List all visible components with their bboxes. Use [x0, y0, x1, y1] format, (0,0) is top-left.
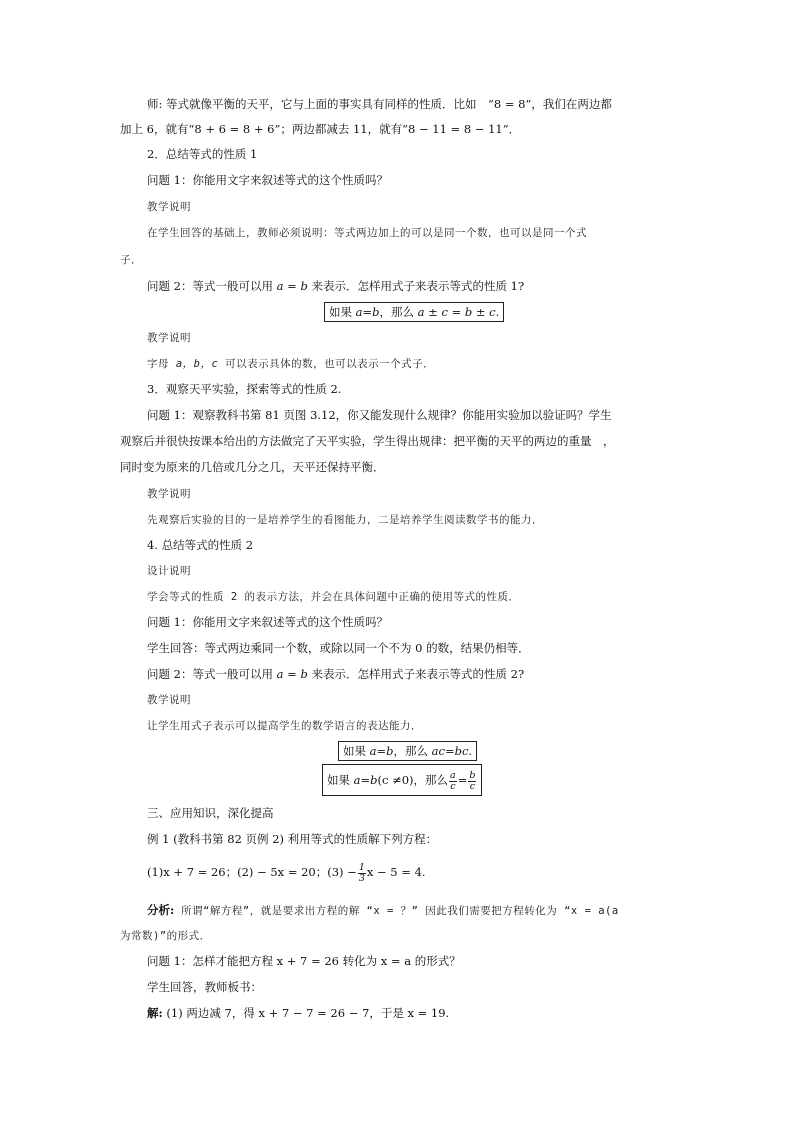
- question-convert: 问题 1：怎样才能把方程 x + 7 = 26 转化为 x = a 的形式？: [147, 954, 461, 968]
- example-1-prompt: 例 1 (教科书第 82 页例 2) 利用等式的性质解下列方程：: [147, 832, 438, 846]
- equations-text: (1)x + 7 = 26；(2) − 5x = 20；(3) −: [147, 865, 357, 879]
- heading-property-1: 2．总结等式的性质 1: [147, 147, 258, 161]
- question-2-tail: 来表示．怎样用式子来表示等式的性质 1?: [307, 279, 525, 293]
- fraction-numerator: 1: [358, 861, 365, 873]
- design-note-title: 设计说明: [147, 565, 191, 577]
- teaching-note-line-1: 在学生回答的基础上，教师必须说明：等式两边加上的可以是同一个数，也可以是同一个式: [147, 227, 587, 239]
- formula-text: ，那么: [413, 773, 449, 787]
- experiment-paragraph-line-1: 问题 1：观察教科书第 81 页图 3.12，你又能发现什么规律？你能用实验加以验证吗？学生: [147, 408, 612, 422]
- formula-text: 如果: [327, 773, 354, 787]
- analysis-label: 分析:: [147, 903, 175, 917]
- experiment-paragraph-line-2: 观察后并很快按课本给出的方法做完了天平实验，学生得出规律：把平衡的天平的两边的重量 ，: [120, 434, 615, 448]
- fraction-denominator: c: [450, 780, 456, 792]
- equals-sign: =: [457, 773, 468, 787]
- equation-a-equals-b: a = b: [276, 667, 308, 681]
- fraction-denominator: 3: [358, 872, 365, 884]
- section-heading-application: 三、应用知识，深化提高: [147, 806, 274, 820]
- teaching-note-title: 教学说明: [147, 201, 191, 213]
- student-answer-board: 学生回答，教师板书：: [147, 980, 262, 994]
- formula-box-multiply: [338, 741, 477, 761]
- teaching-note-language: 让学生用式子表示可以提高学生的数学语言的表达能力．: [147, 720, 422, 732]
- teaching-note-title: 教学说明: [147, 488, 191, 500]
- formula-text: .: [468, 744, 473, 758]
- question-property-2-words: 问题 1：你能用文字来叙述等式的这个性质吗？: [147, 615, 388, 629]
- teaching-note-letters: [147, 356, 434, 372]
- formula-text: 如果: [329, 305, 356, 319]
- equation-a-equals-b: a = b: [276, 279, 308, 293]
- fraction-a-over-c: [449, 771, 457, 792]
- formula-text: 如果: [343, 744, 370, 758]
- design-note: 学会等式的性质 2 的表示方法，并会在具体问题中正确的使用等式的性质．: [147, 591, 520, 603]
- heading-balance-experiment: 3．观察天平实验，探索等式的性质 2.: [147, 382, 342, 396]
- teaching-note-title: 教学说明: [147, 694, 191, 706]
- formula-premise: a=b: [355, 305, 380, 319]
- question-property-2-formula: [147, 666, 524, 682]
- fraction-numerator: a: [450, 769, 456, 781]
- formula-result: a ± c = b ± c: [417, 305, 496, 319]
- solution-label: 解:: [147, 1006, 163, 1020]
- experiment-paragraph-line-3: 同时变为原来的几倍或几分之几，天平还保持平衡．: [120, 460, 385, 474]
- question-2: [147, 278, 524, 294]
- analysis-text: 所谓“解方程”，就是要求出方程的解 “x = ？” 因此我们需要把方程转化为 “x = a(a: [174, 905, 619, 917]
- teaching-note-observe: 先观察后实验的目的一是培养学生的看图能力，二是培养学生阅读数学书的能力．: [147, 514, 543, 526]
- analysis-line-2: 为常数)”的形式．: [120, 930, 211, 942]
- student-answer: 学生回答：等式两边乘同一个数，或除以同一个不为 0 的数，结果仍相等．: [147, 641, 530, 655]
- example-equations: [147, 860, 426, 884]
- teaching-note-line-2: 子．: [120, 254, 142, 266]
- fraction-numerator: b: [469, 769, 476, 781]
- question-text: 问题 2：等式一般可以用: [147, 667, 277, 681]
- formula-text: ，那么: [393, 744, 432, 758]
- heading-property-2: 4. 总结等式的性质 2: [147, 538, 254, 552]
- formula-result: ac=bc: [431, 744, 469, 758]
- fraction-denominator: c: [469, 780, 476, 792]
- solution-line: [147, 1005, 449, 1021]
- formula-premise: a=b: [353, 773, 378, 787]
- formula-premise: a=b: [369, 744, 394, 758]
- note-variables: a，b，c: [175, 358, 219, 370]
- equations-text-tail: x − 5 = 4.: [366, 865, 426, 879]
- paragraph-balance-line-1: 师: 等式就像平衡的天平，它与上面的事实具有同样的性质．比如 “8 = 8”，我们在两边都: [147, 97, 612, 111]
- note-text: 字母: [147, 358, 176, 370]
- formula-box-property-1: [324, 302, 504, 322]
- solution-text: (1) 两边减 7，得 x + 7 − 7 = 26 − 7，于是 x = 19.: [162, 1006, 450, 1020]
- fraction-one-third: [358, 863, 366, 884]
- formula-text: .: [495, 305, 500, 319]
- formula-text: ，那么: [379, 305, 418, 319]
- question-2-text: 问题 2：等式一般可以用: [147, 279, 277, 293]
- fraction-b-over-c: [468, 771, 476, 792]
- paragraph-balance-line-2: 加上 6，就有“8 + 6 = 8 + 6”；两边都减去 11，就有“8 − 11 = 8 − 11”．: [120, 122, 521, 136]
- question-tail: 来表示．怎样用式子来表示等式的性质 2?: [307, 667, 525, 681]
- question-1: 问题 1：你能用文字来叙述等式的这个性质吗？: [147, 173, 388, 187]
- formula-condition: (c ≠0): [377, 773, 414, 787]
- formula-box-divide: [322, 764, 482, 796]
- analysis-line-1: [147, 902, 619, 919]
- teaching-note-title: 教学说明: [147, 332, 191, 344]
- note-text: 可以表示具体的数，也可以表示一个式子．: [218, 358, 435, 370]
